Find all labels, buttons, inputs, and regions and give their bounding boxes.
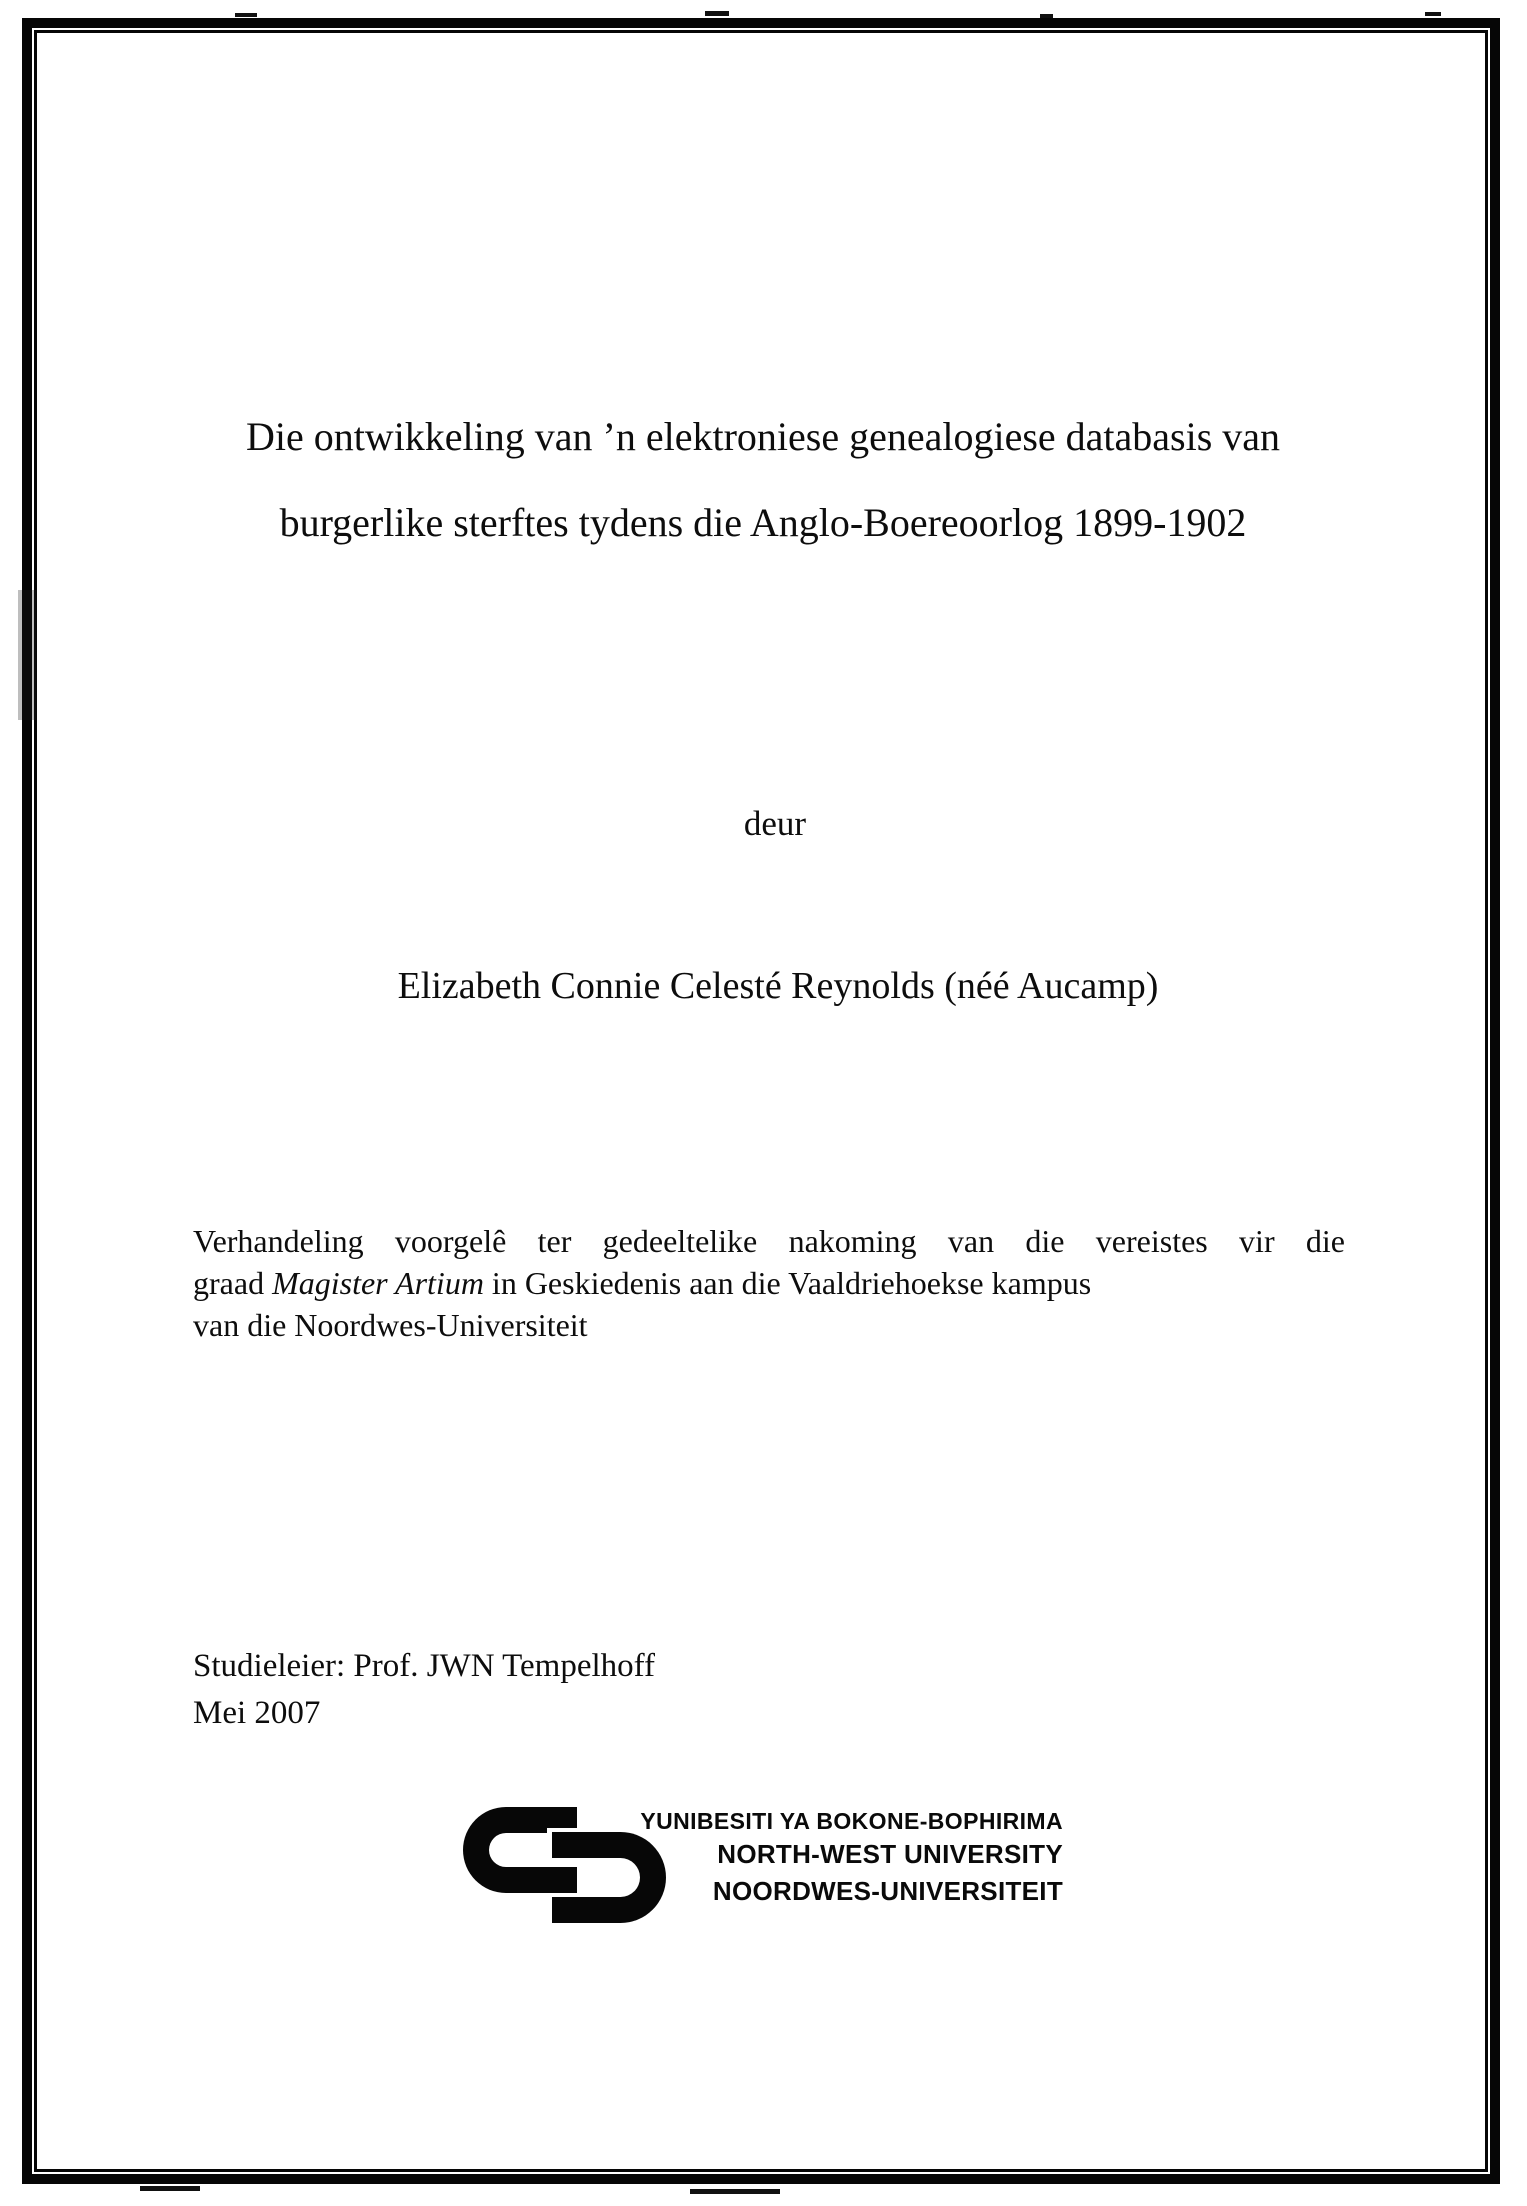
- scan-artifact: [705, 11, 729, 16]
- thesis-description: [193, 1220, 1345, 1346]
- university-name-setswana: YUNIBESITI YA BOKONE-BOPHIRIMA: [640, 1808, 1063, 1834]
- thesis-title-line-2: burgerlike sterftes tydens die Anglo-Boereoorlog 1899-1902: [279, 500, 1247, 545]
- university-name-block: [586, 1806, 1063, 1910]
- thesis-title: [188, 394, 1338, 566]
- byline-label: deur: [743, 804, 807, 843]
- scan-artifact: [1040, 14, 1053, 18]
- degree-text-pre: graad: [193, 1265, 273, 1301]
- scan-artifact: [235, 13, 257, 17]
- thesis-description-line-3: van die Noordwes-Universiteit: [193, 1307, 588, 1343]
- degree-name-italic: Magister Artium: [272, 1265, 484, 1301]
- thesis-title-line-1: Die ontwikkeling van ’n elektroniese genealogiese databasis van: [245, 414, 1281, 459]
- scan-artifact: [140, 2186, 200, 2191]
- university-name-english: NORTH-WEST UNIVERSITY: [717, 1839, 1063, 1869]
- scan-artifact: [1425, 12, 1441, 16]
- thesis-description-line-2: [193, 1262, 1345, 1304]
- degree-text-post: in Geskiedenis aan die Vaaldriehoekse kampus: [483, 1265, 1092, 1301]
- author-name: Elizabeth Connie Celesté Reynolds (néé Aucamp): [397, 965, 1159, 1007]
- supervisor-block: [193, 1643, 655, 1737]
- scan-artifact: [690, 2189, 780, 2194]
- thesis-description-line-1: Verhandeling voorgelê ter gedeeltelike nakoming van die vereistes vir die: [193, 1223, 1345, 1259]
- date-line: Mei 2007: [193, 1695, 321, 1731]
- supervisor-line: Studieleier: Prof. JWN Tempelhoff: [193, 1648, 656, 1684]
- scan-artifact: [18, 590, 36, 720]
- university-name-afrikaans: NOORDWES-UNIVERSITEIT: [712, 1876, 1063, 1906]
